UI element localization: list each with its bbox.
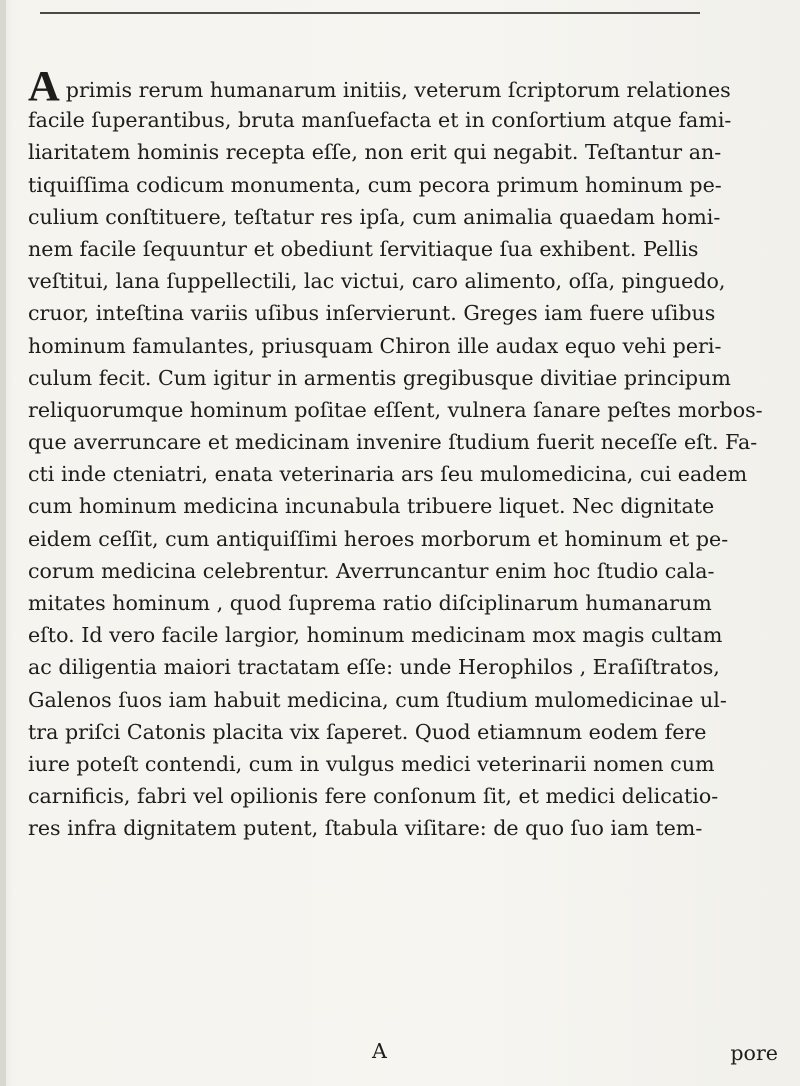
text-line: carnificis, fabri vel opilionis fere conſonum ſit, et medici delicatio- bbox=[28, 784, 719, 809]
catchword: pore bbox=[730, 1041, 778, 1065]
text-line: veſtitui, lana ſuppellectili, lac victui, caro alimento, oſſa, pinguedo, bbox=[28, 269, 726, 294]
text-line: reliquorumque hominum poſitae eſſent, vulnera ſanare peſtes morbos- bbox=[28, 397, 763, 422]
text-line: tiquiſſima codicum monumenta, cum pecora primum hominum pe- bbox=[28, 172, 722, 197]
text-line: iure poteſt contendi, cum in vulgus medici veterinarii nomen cum bbox=[28, 751, 715, 776]
body-text bbox=[28, 72, 790, 845]
header-rule bbox=[40, 12, 700, 14]
text-line: tra priſci Catonis placita vix ſaperet. Quod etiamnum eodem fere bbox=[28, 719, 707, 744]
text-line: nem facile ſequuntur et obediunt ſervitiaque ſua exhibent. Pellis bbox=[28, 236, 699, 261]
line-text: primis rerum humanarum initiis, veterum ſcriptorum relationes bbox=[65, 78, 731, 102]
page-footer bbox=[28, 1036, 780, 1066]
drop-capital: A bbox=[28, 72, 60, 105]
signature-mark: A bbox=[372, 1039, 387, 1063]
text-line: culum fecit. Cum igitur in armentis gregibusque divitiae principum bbox=[28, 365, 731, 390]
text-line: eſto. Id vero facile largior, hominum medicinam mox magis cultam bbox=[28, 623, 723, 648]
text-line: mitates hominum , quod ſuprema ratio diſciplinarum humanarum bbox=[28, 591, 712, 615]
page-binding-edge bbox=[0, 0, 6, 1086]
text-line: eidem ceſſit, cum antiquiſſimi heroes morborum et hominum et pe- bbox=[28, 526, 729, 551]
text-line: facile ſuperantibus, bruta manſuefacta et in conſortium atque fami- bbox=[28, 108, 732, 133]
text-line: Galenos ſuos iam habuit medicina, cum ſtudium mulomedicinae ul- bbox=[28, 687, 727, 712]
text-line: cum hominum medicina incunabula tribuere liquet. Nec dignitate bbox=[28, 494, 715, 519]
text-line: hominum famulantes, priusquam Chiron ille audax equo vehi peri- bbox=[28, 333, 722, 358]
text-line: ac diligentia maiori tractatam eſſe: unde Herophilos , Eraſiſtratos, bbox=[28, 655, 720, 680]
text-line: res infra dignitatem putent, ſtabula viſitare: de quo ſuo iam tem- bbox=[28, 816, 703, 841]
text-line: cti inde cteniatri, enata veterinaria ars ſeu mulomedicina, cui eadem bbox=[28, 462, 748, 487]
text-line: corum medicina celebrentur. Averruncantur enim hoc ſtudio cala- bbox=[28, 558, 715, 583]
text-line: liaritatem hominis recepta eſſe, non erit qui negabit. Teſtantur an- bbox=[28, 140, 722, 165]
text-line: culium conſtituere, teſtatur res ipſa, cum animalia quaedam homi- bbox=[28, 204, 721, 229]
text-line: cruor, inteſtina variis uſibus inſervierunt. Greges iam fuere uſibus bbox=[28, 301, 716, 326]
text-line: que averruncare et medicinam invenire ſtudium fuerit neceſſe eſt. Fa- bbox=[28, 430, 758, 455]
text-line bbox=[28, 72, 790, 104]
